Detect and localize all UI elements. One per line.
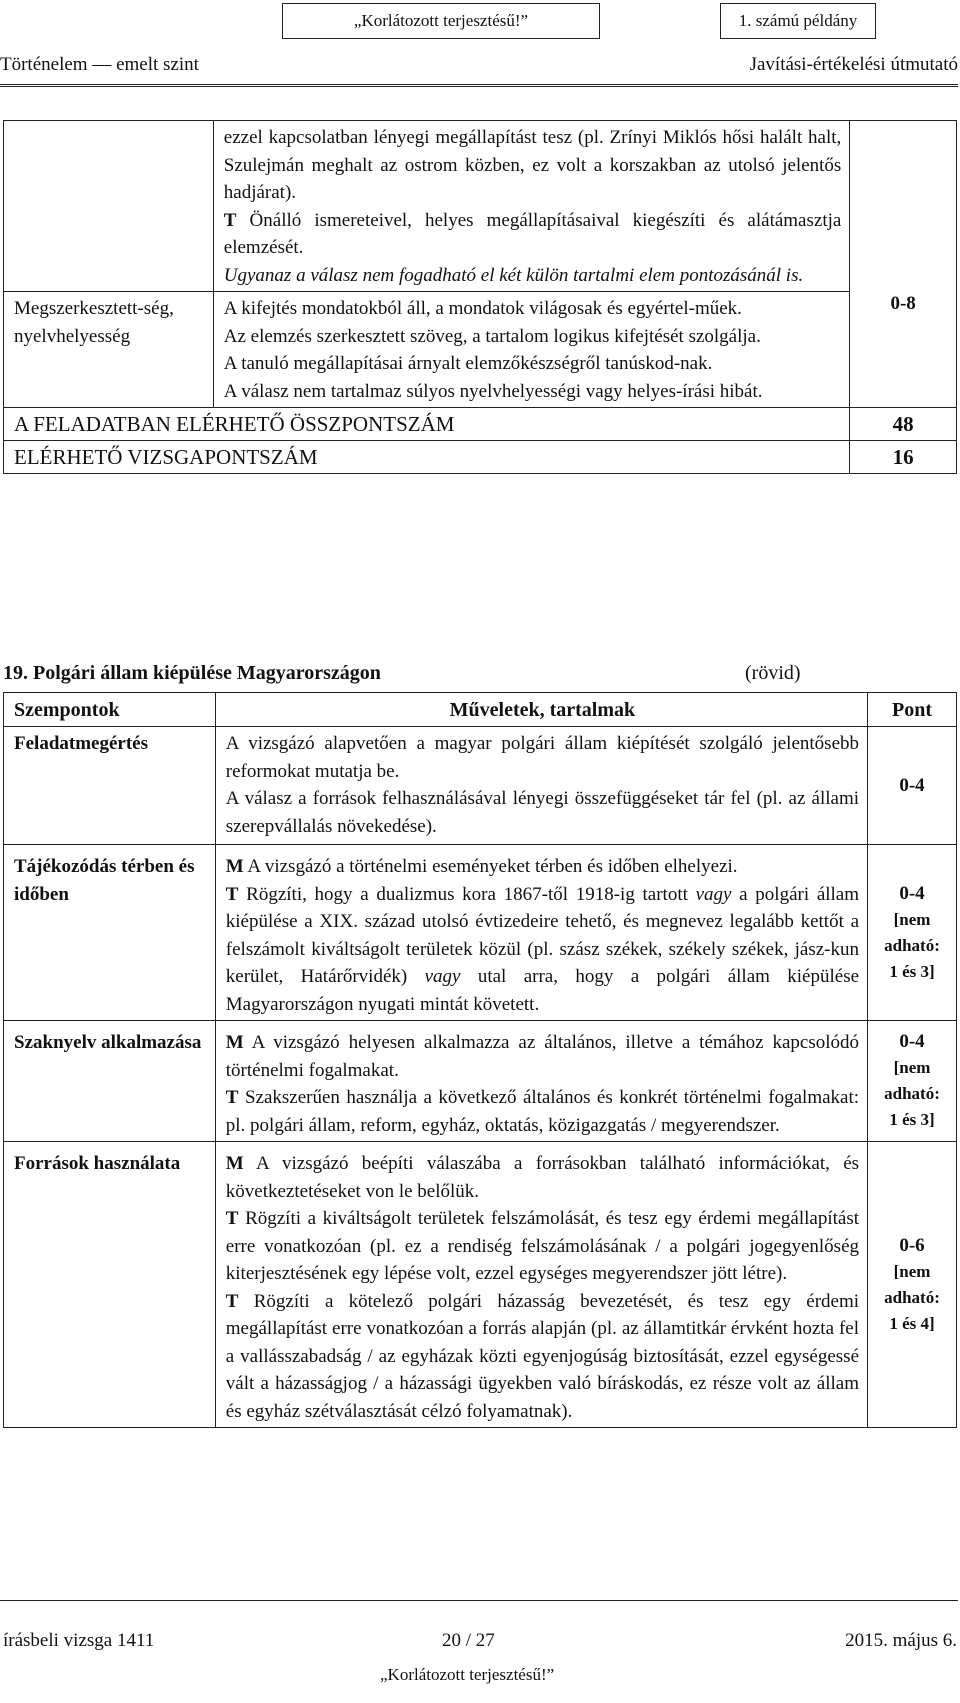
points-value: 0-4 <box>899 774 925 796</box>
content-line: Az elemzés szerkesztett szöveg, a tartalom logikus kifejtését szolgálja. <box>223 325 761 347</box>
header-rule <box>0 84 958 87</box>
content-line <box>226 1150 859 1205</box>
task-title: 19. Polgári állam kiépülése Magyarországon <box>3 662 381 684</box>
criterion-cell <box>4 727 216 845</box>
content-line: A válasz nem tartalmaz súlyos nyelvhelyességi vagy helyes-írási hibát. <box>223 380 763 402</box>
criterion-label: Források használata <box>14 1153 181 1174</box>
table-row <box>4 292 957 408</box>
content-text: Szakszerűen használja a következő általános és konkrét történelmi fogalmakat: pl. polgári állam, reform, egyház, oktatás, közigazgatás / megyerendszer. <box>225 1087 860 1136</box>
points-value: 0-6 <box>899 1234 925 1256</box>
exam-total-label: ELÉRHETŐ VIZSGAPONTSZÁM <box>4 441 850 474</box>
total-value: 48 <box>850 408 957 441</box>
points-value: 0-8 <box>890 293 916 315</box>
m-marker: M <box>225 1153 244 1174</box>
t-marker: T <box>225 1290 239 1312</box>
criterion-label: Tájékozódás térben és időben <box>14 856 195 905</box>
content-line: A vizsgázó alapvetően a magyar polgári állam kiépítését szolgáló jelentősebb reformokat mutatja be. <box>225 733 860 782</box>
points-cell <box>868 1142 957 1428</box>
criterion-label: Feladatmegértés <box>14 733 148 754</box>
subject-title: Történelem — emelt szint <box>0 54 199 75</box>
column-header: Műveletek, tartalmak <box>215 693 867 727</box>
column-header: Szempontok <box>4 693 216 727</box>
t-marker: T <box>225 1087 239 1108</box>
copy-box <box>720 3 876 39</box>
criterion-cell <box>4 121 214 292</box>
content-cell <box>213 292 850 408</box>
content-text: Rögzíti, hogy a dualizmus kora 1867-től 1918-ig tartott <box>246 883 688 905</box>
content-text: A vizsgázó beépíti válaszába a forrásokban található információkat, és következtetéseket von le belőlük. <box>225 1153 860 1202</box>
table-row <box>4 1142 957 1428</box>
content-line <box>224 207 842 262</box>
table-row <box>4 727 957 845</box>
points-cell <box>868 845 957 1021</box>
criterion-label: Szaknyelv alkalmazása <box>14 1032 202 1053</box>
criterion-cell <box>4 292 214 408</box>
content-note: Ugyanaz a válasz nem fogadható el két külön tartalmi elem pontozásánál is. <box>223 264 804 286</box>
content-line: A válasz a források felhasználásával lényegi összefüggéseket tár fel (pl. az állami szerepvállalás növekedése). <box>225 788 860 837</box>
content-text: a polgári állam kiépülése a XIX. század utolsó évtizedeire tehető, és megnevez legalább kettőt a felszámolt kiváltságolt területek közül (pl. szász székek, székely székek, jász-kun kerület, Határőrvidék) <box>225 883 860 987</box>
content-cell <box>215 1142 867 1428</box>
content-line <box>226 853 859 881</box>
t-marker: T <box>225 1208 239 1229</box>
content-line <box>226 1084 859 1139</box>
points-cell <box>868 1021 957 1142</box>
content-line <box>226 1288 859 1426</box>
content-text: Rögzíti a kiváltságolt területek felszámolását, és tesz egy érdemi megállapítást erre vonatkozóan (pl. ez a rendiség felszámolásának / a polgári jogegyenlőség kiterjesztésének egy lépése volt, ezzel egységes megyerendszer jött létre). <box>225 1208 860 1284</box>
table-header-row <box>4 693 957 727</box>
content-line <box>226 1205 859 1288</box>
content-line: A tanuló megállapításai árnyalt elemzőkészségről tanúskod-nak. <box>223 353 713 374</box>
points-value: 0-4 <box>899 882 925 904</box>
criterion-label: Megszerkesztett-ség, nyelvhelyesség <box>14 298 174 347</box>
points-note: [nem adható: 1 és 3] <box>884 1058 940 1129</box>
criterion-cell <box>4 845 216 1021</box>
distribution-label: „Korlátozott terjesztésű!” <box>353 11 529 30</box>
task-table <box>3 692 957 1428</box>
criterion-cell <box>4 1021 216 1142</box>
content-text: vagy <box>695 883 732 905</box>
t-marker: T <box>225 883 239 905</box>
points-value: 0-4 <box>899 1031 925 1052</box>
guide-title: Javítási-értékelési útmutató <box>749 54 958 75</box>
points-note: [nem adható: 1 és 4] <box>884 1261 940 1333</box>
table-row <box>4 1021 957 1142</box>
content-text: utal arra, hogy a polgári állam kiépülése Magyarországon nyugati mintát követett. <box>225 966 860 1015</box>
content-line <box>226 1029 859 1084</box>
content-line: A kifejtés mondatokból áll, a mondatok világosak és egyértel-műek. <box>223 298 742 319</box>
content-cell <box>215 845 867 1021</box>
footer-page: 20 / 27 <box>442 1630 495 1651</box>
content-line <box>226 881 859 1019</box>
content-cell <box>213 121 850 292</box>
table-row <box>4 121 957 292</box>
points-cell <box>850 121 957 408</box>
footer-distribution: „Korlátozott terjesztésű!” <box>380 1665 555 1684</box>
points-note: [nem adható: 1 és 3] <box>884 909 940 981</box>
column-header: Pont <box>868 693 957 727</box>
previous-task-table <box>3 120 957 474</box>
total-row <box>4 408 957 441</box>
footer-rule <box>0 1600 958 1601</box>
content-text: A vizsgázó helyesen alkalmazza az általános, illetve a témához kapcsolódó történelmi fogalmakat. <box>225 1032 860 1081</box>
footer-date: 2015. május 6. <box>845 1630 957 1651</box>
criterion-cell <box>4 1142 216 1428</box>
exam-total-row <box>4 441 957 474</box>
content-text: A vizsgázó a történelmi eseményeket térben és időben elhelyezi. <box>247 856 738 877</box>
copy-label: 1. számú példány <box>738 11 858 30</box>
content-text: Rögzíti a kötelező polgári házasság bevezetését, és tesz egy érdemi megállapítást erre vonatkozóan a forrás alapján (pl. az államtitkár érvként hozta fel a vallásszabadság / az egyházak közti egyenjogúság biztosítását, ezzel egységessé vált a házasságjog / a házassági ügyekben való bíráskodás, ez része volt az állam és egyház szétválasztását célzó folyamatnak). <box>225 1290 860 1422</box>
m-marker: M <box>225 1032 244 1053</box>
t-marker: T <box>223 209 237 231</box>
content-text: vagy <box>424 966 461 987</box>
total-label: A FELADATBAN ELÉRHETŐ ÖSSZPONTSZÁM <box>4 408 850 441</box>
points-cell <box>868 727 957 845</box>
footer-exam: írásbeli vizsga 1411 <box>3 1630 155 1651</box>
content-cell <box>215 1021 867 1142</box>
content-line: ezzel kapcsolatban lényegi megállapítást tesz (pl. Zrínyi Miklós hősi halált halt, Szulejmán meghalt az ostrom közben, ez volt a korszakban az utolsó jelentős hadjárat). <box>223 127 842 203</box>
task-kind: (rövid) <box>745 662 801 684</box>
content-cell <box>215 727 867 845</box>
m-marker: M <box>225 856 244 877</box>
distribution-box <box>282 3 600 39</box>
table-row <box>4 845 957 1021</box>
content-text: Önálló ismereteivel, helyes megállapításaival kiegészíti és alátámasztja elemzését. <box>223 209 842 258</box>
exam-total-value: 16 <box>850 441 957 474</box>
